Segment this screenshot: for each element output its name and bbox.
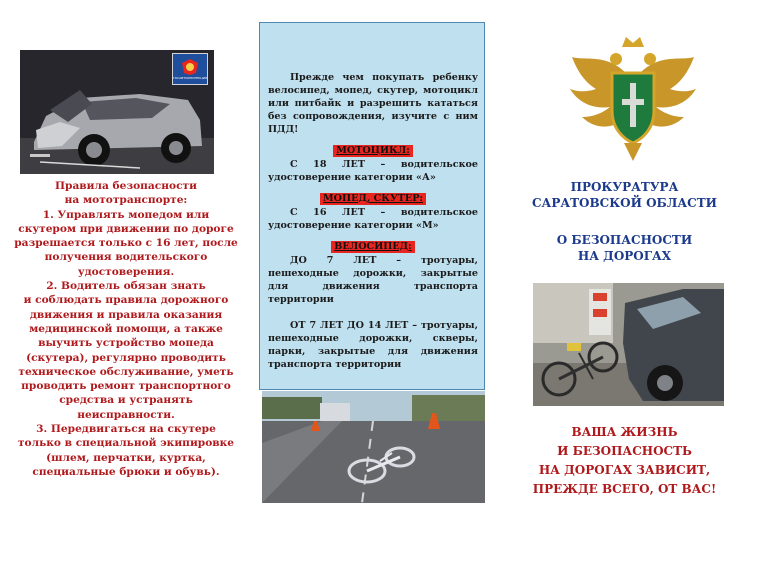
rules-line: неисправности. (77, 408, 175, 421)
vehicle-heading: ВЕЛОСИПЕД: (331, 241, 414, 253)
title-line: САРАТОВСКОЙ ОБЛАСТИ (532, 196, 717, 210)
organization-title (508, 179, 741, 211)
age-rule-text: С 16 ЛЕТ – водительское удостоверение категории «М» (268, 207, 478, 231)
rules-line: удостоверения. (77, 265, 175, 278)
rules-line: специальные брюки и обувь). (32, 465, 220, 478)
rules-line: (шлем, перчатки, куртка, (46, 451, 206, 464)
vehicle-heading: МОПЕД, СКУТЕР: (320, 193, 426, 205)
rules-line: 1. Управлять мопедом или (42, 208, 210, 221)
slogan-line: И БЕЗОПАСНОСТЬ (557, 444, 692, 458)
title-line: ПРОКУРАТУРА (570, 180, 679, 194)
rules-line: 2. Водитель обязан знать (46, 280, 206, 293)
rules-line: 3. Передвигаться на скутере (36, 423, 216, 436)
subtitle-line: НА ДОРОГАХ (577, 249, 672, 263)
bicycle-accident-photo (262, 391, 485, 503)
rules-line: движения и правила оказания (29, 308, 223, 321)
rules-line: получения водительского (44, 251, 208, 264)
brochure-subtitle (508, 232, 741, 264)
rules-line: выучить устройство мопеда (38, 337, 214, 350)
rules-line: техническое обслуживание, уметь (18, 365, 234, 378)
safety-slogan (508, 423, 741, 499)
rules-line: медицинской помощи, а также (29, 322, 223, 335)
rules-line: средства и устранять (59, 394, 193, 407)
motorcycle-safety-rules (6, 179, 246, 479)
age-rule-text: ДО 7 ЛЕТ – тротуары, пешеходные дорожки, закрытые для движения транспорта территории (268, 255, 478, 305)
age-rule-text: ОТ 7 ЛЕТ ДО 14 ЛЕТ – тротуары, пешеходные дорожки, скверы, парки, закрытые для движения транспорта территории (268, 320, 478, 370)
rules-line: и соблюдать правила дорожного (23, 294, 229, 307)
bicycle-under-car-photo (533, 283, 724, 406)
prosecutor-office-emblem (566, 33, 700, 163)
rules-line: проводить ремонт транспортного (21, 380, 231, 393)
crashed-car-photo (20, 50, 214, 174)
rules-line: скутером при движении по дороге (18, 222, 234, 235)
intro-text: Прежде чем покупать ребенку велосипед, мопед, скутер, мотоцикл или питбайк и разрешить кататься без сопровождения, изучите с ним ПДД! (268, 72, 478, 135)
subtitle-line: О БЕЗОПАСНОСТИ (556, 233, 693, 247)
rules-line: разрешается только с 16 лет, после (14, 237, 238, 250)
rules-line: на мототранспорте: (64, 194, 188, 207)
emblem-icon (180, 58, 200, 76)
rules-line: только в специальной экипировке (17, 437, 235, 450)
age-requirements-text (268, 71, 478, 371)
slogan-line: НА ДОРОГАХ ЗАВИСИТ, (538, 463, 711, 477)
rules-line: (скутера), регулярно проводить (26, 351, 226, 364)
slogan-line: ВАША ЖИЗНЬ (571, 425, 678, 439)
rules-line: Правила безопасности (55, 180, 197, 192)
traffic-police-badge (172, 53, 208, 85)
age-rule-text: С 18 ЛЕТ – водительское удостоверение категории «А» (268, 159, 478, 183)
slogan-line: ПРЕЖДЕ ВСЕГО, ОТ ВАС! (532, 482, 717, 496)
age-requirements-box (259, 22, 485, 390)
badge-label: ГОСАВТОИНСПЕКЦИЯ (172, 76, 208, 80)
vehicle-heading: МОТОЦИКЛ: (333, 145, 413, 157)
